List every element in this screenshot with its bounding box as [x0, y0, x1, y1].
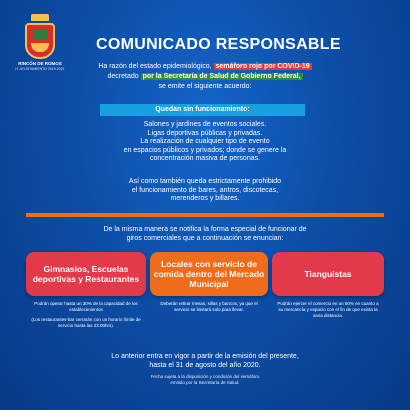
card-note: (Los restaurantes-bar cerrarán con un horario límite de servicio hasta las 23:00hrs).	[31, 317, 141, 328]
intro-text	[0, 62, 410, 92]
card-tianguistas	[272, 252, 384, 346]
intro-line2: decretado	[107, 73, 141, 80]
prohibited-line: merenderos y billares.	[170, 195, 240, 203]
vigor-line: Lo anterior entra en vigor a partir de la emisión del presente,	[111, 353, 299, 360]
page-title: COMUNICADO RESPONSABLE	[96, 36, 341, 53]
crown-icon	[31, 14, 49, 21]
restriction-item: Ligas deportivas públicas y privadas.	[147, 129, 263, 137]
footer-line: Fecha sujeta a la disposición y condición del semáforo	[150, 374, 260, 379]
card-body	[150, 296, 268, 313]
intro-line3: se emite el siguiente acuerdo:	[158, 83, 252, 90]
card-text: Deberán retirar mesas, sillas y bancos, ya que el servicio se limitará solo para llevar.	[160, 301, 258, 312]
divider-bar	[26, 213, 384, 217]
card-title: Tianguistas	[272, 252, 384, 296]
footer-note	[0, 374, 410, 386]
vigor-line: hasta el 31 de agosto del año 2020.	[149, 362, 261, 369]
card-gimnasios	[26, 252, 146, 346]
restriction-item: Salones y jardines de eventos sociales.	[143, 121, 267, 128]
restriction-item: La realización de cualquier tipo de evento	[140, 138, 270, 146]
org-subtitle: H. AYUNTAMIENTO 2019-2021	[15, 66, 65, 71]
card-text: Podrán ejercer el comercio en un 50% en cuanto a su mercancía y espacio con el fin de que exista la sana distancia.	[277, 301, 379, 318]
card-title: Locales con servicio de comida dentro del Mercado Municipal	[150, 252, 268, 296]
notice-text	[0, 225, 410, 243]
card-body	[26, 296, 146, 329]
notice-line: giros comerciales que a continuación se enuncian:	[126, 235, 284, 242]
footer-line: emitido por la Secretaría de Salud.	[170, 380, 240, 385]
quedan-bar: Quedan sin funcionamiento:	[100, 104, 305, 116]
secretaria-highlight: por la Secretaría de Salud de Gobierno Federal,	[142, 73, 301, 80]
intro-line1: Ha razón del estado epidemiológico,	[98, 63, 214, 70]
org-name: RINCÓN DE ROMOS	[18, 61, 62, 66]
card-mercado	[150, 252, 268, 346]
prohibited-line: el funcionamiento de bares, antros, discotecas,	[131, 186, 279, 194]
effective-date-text	[0, 352, 410, 370]
prohibited-line: Así como también queda estrictamente prohibido	[128, 178, 282, 185]
card-title: Gimnasios, Escuelas deportivas y Restaurantes	[26, 252, 146, 296]
coat-of-arms-icon	[25, 23, 55, 59]
card-text: Podrán operar hasta un 30% de la capacidad de los establecimientos	[34, 301, 138, 312]
notice-line: De la misma manera se notifica la forma especial de funcionar de	[103, 226, 307, 233]
restriction-item: concentración masiva de personas.	[149, 155, 261, 163]
restriction-item: en espacios públicos y privados; donde se genere la	[123, 146, 287, 154]
prohibited-text	[0, 178, 410, 204]
covid-highlight: semáforo rojo por COVID-19	[215, 63, 310, 70]
restrictions-list	[0, 121, 410, 164]
card-body	[272, 296, 384, 319]
